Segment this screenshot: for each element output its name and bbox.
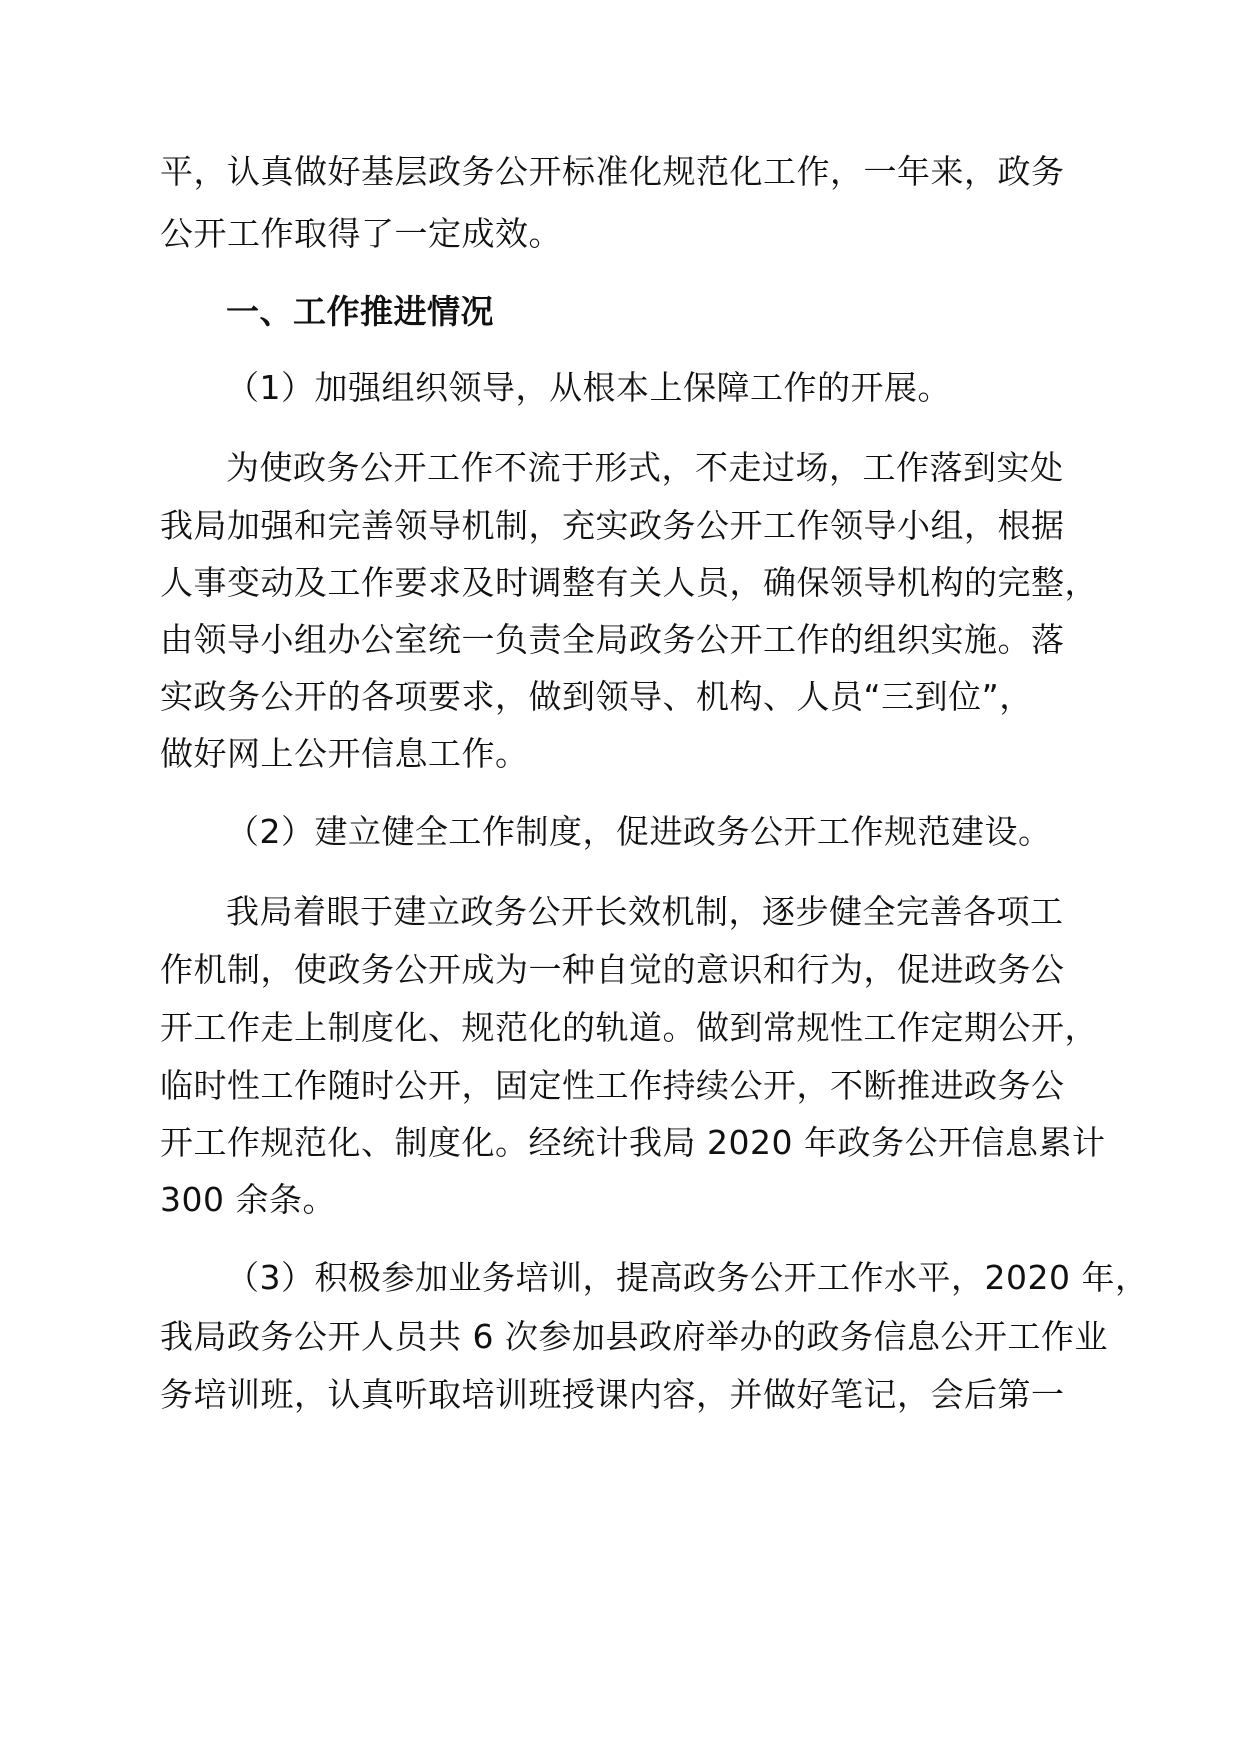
item1-line-4: 由领导小组办公室统一负责全局政务公开工作的组织实施。落 xyxy=(160,620,1065,659)
item2-line-6: 300 余条。 xyxy=(160,1180,336,1219)
item2-heading: （2）建立健全工作制度，促进政务公开工作规范建设。 xyxy=(226,812,1052,851)
item2-line-4: 临时性工作随时公开，固定性工作持续公开，不断推进政务公 xyxy=(160,1066,1065,1105)
intro-line-2: 公开工作取得了一定成效。 xyxy=(160,214,562,253)
item2-line-1: 我局着眼于建立政务公开长效机制，逐步健全完善各项工 xyxy=(226,892,1064,931)
section-heading: 一、工作推进情况 xyxy=(226,292,494,331)
item3-line-1: （3）积极参加业务培训，提高政务公开工作水平，2020 年， xyxy=(226,1258,1149,1297)
item2-line-2: 作机制，使政务公开成为一种自觉的意识和行为，促进政务公 xyxy=(160,950,1065,989)
item1-heading: （1）加强组织领导，从根本上保障工作的开展。 xyxy=(226,368,951,407)
item3-line-2: 我局政务公开人员共 6 次参加县政府举办的政务信息公开工作业 xyxy=(160,1317,1108,1356)
intro-line-1: 平，认真做好基层政务公开标准化规范化工作，一年来，政务 xyxy=(160,152,1065,191)
item1-line-6: 做好网上公开信息工作。 xyxy=(160,734,529,773)
item2-line-5: 开工作规范化、制度化。经统计我局 2020 年政务公开信息累计 xyxy=(160,1123,1106,1162)
item1-line-1: 为使政务公开工作不流于形式，不走过场，工作落到实处 xyxy=(226,448,1064,487)
item1-line-5: 实政务公开的各项要求，做到领导、机构、人员“三到位”， xyxy=(160,677,1033,716)
item3-line-3: 务培训班，认真听取培训班授课内容，并做好笔记，会后第一 xyxy=(160,1375,1065,1414)
item2-line-3: 开工作走上制度化、规范化的轨道。做到常规性工作定期公开， xyxy=(160,1008,1098,1047)
item1-line-2: 我局加强和完善领导机制，充实政务公开工作领导小组，根据 xyxy=(160,506,1065,545)
item1-line-3: 人事变动及工作要求及时调整有关人员，确保领导机构的完整， xyxy=(160,563,1098,602)
